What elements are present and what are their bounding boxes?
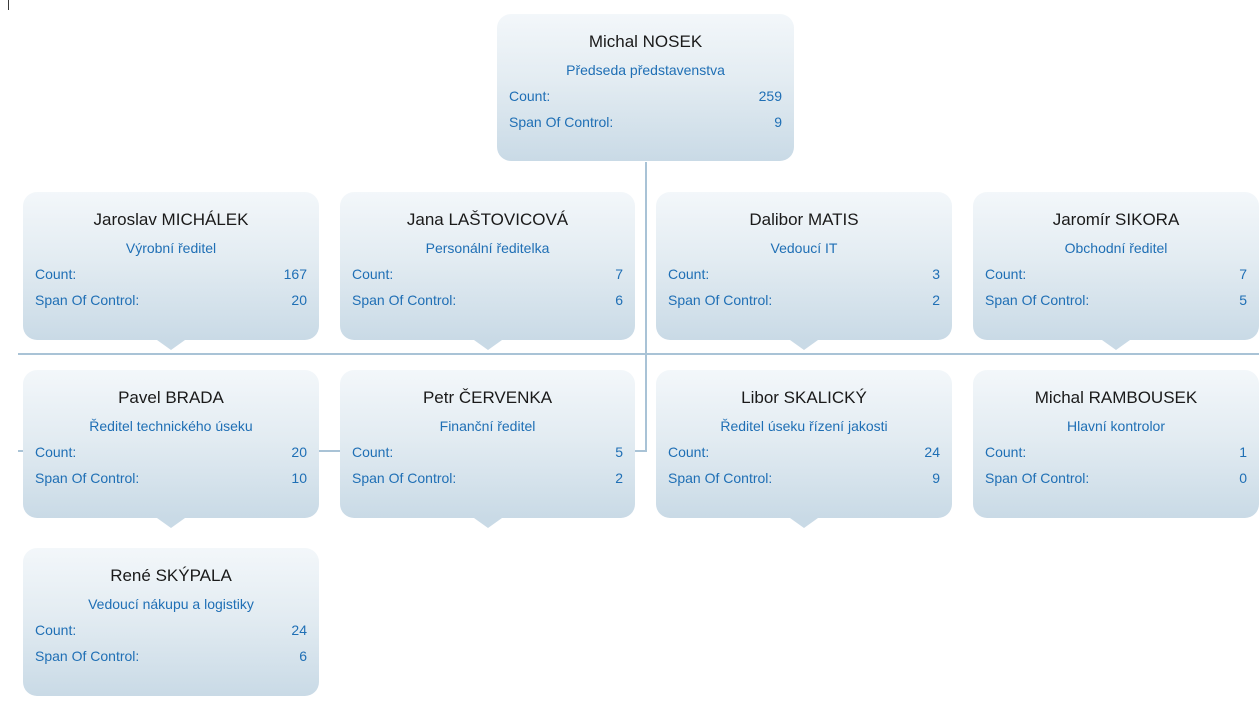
node-name: Jana LAŠTOVICOVÁ <box>406 210 569 229</box>
span-value: 6 <box>615 292 623 308</box>
count-value: 7 <box>1239 266 1247 282</box>
node-name: Libor SKALICKÝ <box>741 388 867 407</box>
span-value: 10 <box>291 470 307 486</box>
connector-row-1 <box>18 353 1259 355</box>
span-label: Span Of Control: <box>352 292 457 308</box>
span-value: 2 <box>932 292 940 308</box>
node-pointer <box>790 518 818 528</box>
node-span-row <box>985 291 1247 309</box>
edge-mark <box>8 0 9 10</box>
node-pointer <box>1102 340 1130 350</box>
node-span-row <box>352 291 623 309</box>
count-label: Count: <box>668 266 710 282</box>
span-value: 2 <box>615 470 623 486</box>
node-role: Předseda představenstva <box>566 62 725 78</box>
node-name: Jaroslav MICHÁLEK <box>93 210 249 229</box>
org-node[interactable] <box>656 370 952 518</box>
count-value: 7 <box>615 266 623 282</box>
node-pointer <box>157 340 185 350</box>
node-span-row <box>35 469 307 487</box>
node-span-row <box>35 647 307 665</box>
node-pointer <box>474 518 502 528</box>
count-label: Count: <box>509 88 551 104</box>
node-pointer <box>157 518 185 528</box>
org-node[interactable] <box>973 192 1259 340</box>
count-label: Count: <box>985 444 1027 460</box>
node-count-row <box>668 443 940 461</box>
count-value: 24 <box>291 622 307 638</box>
count-value: 259 <box>758 88 782 104</box>
node-count-row <box>985 443 1247 461</box>
node-name: René SKÝPALA <box>110 566 232 585</box>
count-label: Count: <box>668 444 710 460</box>
span-value: 9 <box>932 470 940 486</box>
org-node[interactable] <box>340 192 635 340</box>
node-role: Hlavní kontrolor <box>1066 418 1166 434</box>
node-count-row <box>509 87 782 105</box>
node-name: Pavel BRADA <box>118 388 224 407</box>
node-span-row <box>668 291 940 309</box>
count-label: Count: <box>35 266 77 282</box>
node-role: Vedoucí nákupu a logistiky <box>88 596 254 612</box>
org-node[interactable] <box>23 548 319 696</box>
span-label: Span Of Control: <box>352 470 457 486</box>
node-count-row <box>668 265 940 283</box>
node-count-row <box>35 621 307 639</box>
count-value: 20 <box>291 444 307 460</box>
node-role: Finanční ředitel <box>439 418 536 434</box>
node-pointer <box>474 340 502 350</box>
node-count-row <box>35 265 307 283</box>
count-value: 24 <box>924 444 940 460</box>
span-value: 20 <box>291 292 307 308</box>
org-node[interactable] <box>23 370 319 518</box>
node-span-row <box>668 469 940 487</box>
count-value: 167 <box>283 266 307 282</box>
connector-root-trunk <box>645 162 647 452</box>
count-label: Count: <box>35 444 77 460</box>
node-role: Vedoucí IT <box>770 240 838 256</box>
node-role: Obchodní ředitel <box>1064 240 1168 256</box>
node-count-row <box>985 265 1247 283</box>
count-label: Count: <box>352 444 394 460</box>
node-span-row <box>985 469 1247 487</box>
count-value: 1 <box>1239 444 1247 460</box>
span-label: Span Of Control: <box>509 114 614 130</box>
org-node-root[interactable] <box>497 14 794 161</box>
org-node[interactable] <box>23 192 319 340</box>
node-name: Jaromír SIKORA <box>1052 210 1180 229</box>
node-role: Ředitel technického úseku <box>89 418 253 434</box>
node-count-row <box>35 443 307 461</box>
node-name: Petr ČERVENKA <box>422 388 553 407</box>
span-label: Span Of Control: <box>35 292 140 308</box>
org-node[interactable] <box>340 370 635 518</box>
span-label: Span Of Control: <box>985 470 1090 486</box>
node-name: Dalibor MATIS <box>749 210 859 229</box>
node-span-row <box>35 291 307 309</box>
span-value: 6 <box>299 648 307 664</box>
count-label: Count: <box>35 622 77 638</box>
node-name: Michal NOSEK <box>588 32 703 51</box>
node-pointer <box>790 340 818 350</box>
span-value: 9 <box>774 114 782 130</box>
node-name: Michal RAMBOUSEK <box>1034 388 1198 407</box>
count-label: Count: <box>352 266 394 282</box>
node-count-row <box>352 265 623 283</box>
count-value: 5 <box>615 444 623 460</box>
span-label: Span Of Control: <box>668 470 773 486</box>
org-node[interactable] <box>973 370 1259 518</box>
span-label: Span Of Control: <box>985 292 1090 308</box>
span-value: 0 <box>1239 470 1247 486</box>
span-value: 5 <box>1239 292 1247 308</box>
span-label: Span Of Control: <box>35 648 140 664</box>
span-label: Span Of Control: <box>668 292 773 308</box>
node-count-row <box>352 443 623 461</box>
node-span-row <box>352 469 623 487</box>
count-value: 3 <box>932 266 940 282</box>
node-role: Personální ředitelka <box>425 240 550 256</box>
node-role: Ředitel úseku řízení jakosti <box>720 418 888 434</box>
count-label: Count: <box>985 266 1027 282</box>
node-span-row <box>509 113 782 131</box>
org-node[interactable] <box>656 192 952 340</box>
span-label: Span Of Control: <box>35 470 140 486</box>
node-role: Výrobní ředitel <box>125 240 217 256</box>
